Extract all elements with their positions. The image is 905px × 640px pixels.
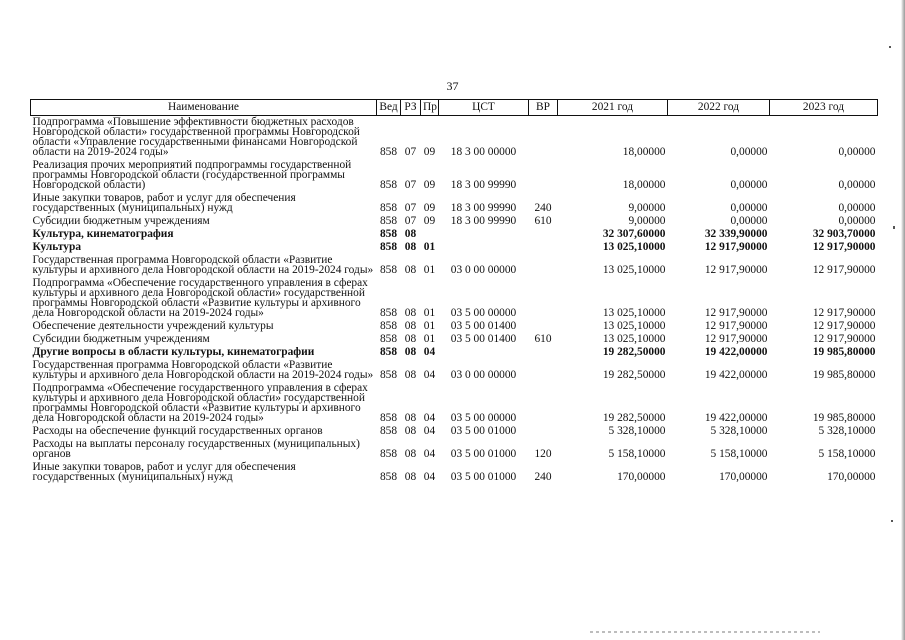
header-pr: Пр <box>421 100 439 116</box>
cell-2023: 19 985,80000 <box>812 369 876 381</box>
scan-edge-shadow <box>901 0 905 640</box>
cell-2021: 19 282,50000 <box>602 369 666 381</box>
cell-2023: 19 985,80000 <box>812 346 876 358</box>
header-rz: РЗ <box>401 100 421 116</box>
cell-name: Субсидии бюджетным учреждениям <box>32 333 210 345</box>
cell-vr <box>529 159 558 192</box>
cell-2022: 0,00000 <box>730 202 768 214</box>
cell-vr: 240 <box>534 202 552 214</box>
table-row <box>31 215 878 228</box>
cell-cst <box>439 346 529 359</box>
cell-name: Иные закупки товаров, работ и услуг для обеспечения государственных (муниципальных) нужд <box>32 192 296 214</box>
table-row <box>31 333 878 346</box>
cell-name: Расходы на выплаты персоналу государственных (муниципальных) органов <box>32 438 360 460</box>
cell-cst: 03 0 00 00000 <box>450 264 517 276</box>
cell-2023: 12 917,90000 <box>812 307 876 319</box>
cell-2021: 19 282,50000 <box>602 346 666 358</box>
cell-name: Расходы на обеспечение функций государственных органов <box>32 425 323 437</box>
cell-name: Другие вопросы в области культуры, кинематографии <box>32 346 315 358</box>
cell-name: Реализация прочих мероприятий подпрограммы государственной программы Новгородской области (государственной программы Новгородской области) <box>32 159 352 191</box>
cell-rz: 08 <box>404 241 417 253</box>
cell-pr: 04 <box>423 425 436 437</box>
cell-rz: 07 <box>404 146 417 158</box>
table-row <box>31 320 878 333</box>
cell-2021: 13 025,10000 <box>602 241 666 253</box>
table-row <box>31 277 878 320</box>
cell-cst: 18 3 00 99990 <box>450 215 517 227</box>
table-row <box>31 461 878 484</box>
cell-pr: 04 <box>423 448 436 460</box>
cell-2021: 5 158,10000 <box>608 448 666 460</box>
header-cst: ЦСТ <box>439 100 529 116</box>
cell-2023: 0,00000 <box>838 179 876 191</box>
cell-2021: 13 025,10000 <box>602 264 666 276</box>
cell-name: Подпрограмма «Обеспечение государственного управления в сферах культуры и архивного дела Новгородской области» государственной программы Новгородской области «Развитие культуры и архивного дела Новгородской области на 2019-2024 годы» <box>32 382 368 424</box>
cell-vr <box>529 228 558 241</box>
cell-ved: 858 <box>379 448 398 460</box>
cell-name: Обеспечение деятельности учреждений культуры <box>32 320 274 332</box>
table-row <box>31 159 878 192</box>
cell-rz: 08 <box>404 448 417 460</box>
cell-pr: 04 <box>423 369 436 381</box>
cell-cst <box>439 228 529 241</box>
table-row <box>31 241 878 254</box>
cell-pr: 01 <box>423 333 436 345</box>
cell-ved: 858 <box>379 179 398 191</box>
cell-pr: 01 <box>423 307 436 319</box>
cell-name: Субсидии бюджетным учреждениям <box>32 215 210 227</box>
cell-2023: 0,00000 <box>838 146 876 158</box>
cell-rz: 08 <box>404 320 417 332</box>
cell-vr <box>529 241 558 254</box>
scan-speck <box>889 46 891 48</box>
cell-name: Государственная программа Новгородской области «Развитие культуры и архивного дела Новгородской области на 2019-2024 годы» <box>32 359 374 381</box>
cell-rz: 08 <box>404 369 417 381</box>
cell-2022: 12 917,90000 <box>704 241 768 253</box>
cell-rz: 08 <box>404 346 417 358</box>
cell-ved: 858 <box>379 369 398 381</box>
cell-cst: 03 5 00 01000 <box>450 471 517 483</box>
cell-name: Иные закупки товаров, работ и услуг для обеспечения государственных (муниципальных) нужд <box>32 461 296 483</box>
cell-2022: 12 917,90000 <box>704 264 768 276</box>
cell-rz: 07 <box>404 215 417 227</box>
cell-2023: 0,00000 <box>838 202 876 214</box>
cell-cst: 03 5 00 01400 <box>450 320 517 332</box>
cell-vr: 120 <box>534 448 552 460</box>
cell-2021: 9,00000 <box>628 202 666 214</box>
cell-ved: 858 <box>379 241 398 253</box>
cell-name: Культура, кинематография <box>32 228 174 240</box>
table-row <box>31 359 878 382</box>
cell-ved: 858 <box>379 346 398 358</box>
cell-pr <box>421 228 439 241</box>
header-ved: Вед <box>377 100 401 116</box>
header-2023: 2023 год <box>770 100 878 116</box>
cell-2023: 12 917,90000 <box>812 333 876 345</box>
cell-name: Подпрограмма «Обеспечение государственного управления в сферах культуры и архивного дела Новгородской области» государственной программы Новгородской области «Развитие культуры и архивного дела Новгородской области на 2019-2024 годы» <box>32 277 368 319</box>
cell-ved: 858 <box>379 333 398 345</box>
cell-2021: 13 025,10000 <box>602 333 666 345</box>
header-name: Наименование <box>31 100 377 116</box>
cell-vr: 240 <box>534 471 552 483</box>
cell-2022: 32 339,90000 <box>704 228 768 240</box>
cell-rz: 08 <box>404 425 417 437</box>
cell-cst: 03 5 00 00000 <box>450 412 517 424</box>
cell-pr: 09 <box>423 179 436 191</box>
table-row <box>31 438 878 461</box>
cell-vr <box>529 359 558 382</box>
cell-rz: 07 <box>404 179 417 191</box>
cell-2023: 5 328,10000 <box>818 425 876 437</box>
cell-2023: 19 985,80000 <box>812 412 876 424</box>
cell-rz: 07 <box>404 202 417 214</box>
cell-pr: 01 <box>423 264 436 276</box>
cell-pr: 04 <box>423 471 436 483</box>
cell-2022: 12 917,90000 <box>704 333 768 345</box>
cell-cst: 03 0 00 00000 <box>450 369 517 381</box>
cell-name: Государственная программа Новгородской области «Развитие культуры и архивного дела Новгородской области на 2019-2024 годы» <box>32 254 374 276</box>
cell-vr <box>529 116 558 160</box>
header-row <box>31 100 878 116</box>
cell-2021: 18,00000 <box>622 146 666 158</box>
cell-name: Подпрограмма «Повышение эффективности бюджетных расходов Новгородской области» государственной программы Новгородской области «Управление государственными финансами Новгородской области на 2019-2024 годы» <box>32 116 360 158</box>
cell-cst: 18 3 00 99990 <box>450 179 517 191</box>
cell-ved: 858 <box>379 215 398 227</box>
cell-ved: 858 <box>379 320 398 332</box>
cell-2021: 13 025,10000 <box>602 320 666 332</box>
cell-rz: 08 <box>404 228 417 240</box>
table-row <box>31 228 878 241</box>
cell-2022: 0,00000 <box>730 215 768 227</box>
cell-name: Культура <box>32 241 82 253</box>
cell-pr: 09 <box>423 215 436 227</box>
scan-speck <box>893 226 895 229</box>
cell-ved: 858 <box>379 228 398 240</box>
cell-vr <box>529 320 558 333</box>
table-row <box>31 192 878 215</box>
header-2022: 2022 год <box>668 100 770 116</box>
cell-vr <box>529 254 558 277</box>
scan-speck <box>891 520 893 522</box>
cell-2023: 12 917,90000 <box>812 264 876 276</box>
cell-vr <box>529 346 558 359</box>
cell-2022: 19 422,00000 <box>704 369 768 381</box>
cell-pr: 01 <box>423 241 436 253</box>
cell-ved: 858 <box>379 307 398 319</box>
cell-ved: 858 <box>379 425 398 437</box>
cell-rz: 08 <box>404 307 417 319</box>
table-row <box>31 116 878 160</box>
cell-2021: 32 307,60000 <box>602 228 666 240</box>
cell-ved: 858 <box>379 264 398 276</box>
cell-rz: 08 <box>404 412 417 424</box>
cell-vr <box>529 382 558 425</box>
cell-rz: 08 <box>404 264 417 276</box>
cell-2021: 13 025,10000 <box>602 307 666 319</box>
cell-cst: 03 5 00 01000 <box>450 425 517 437</box>
cell-pr: 01 <box>423 320 436 332</box>
cell-2023: 32 903,70000 <box>812 228 876 240</box>
cell-2023: 12 917,90000 <box>812 320 876 332</box>
table-header <box>31 100 878 116</box>
budget-table <box>30 99 878 484</box>
table-row <box>31 382 878 425</box>
cell-ved: 858 <box>379 412 398 424</box>
cell-2023: 0,00000 <box>838 215 876 227</box>
cell-pr: 09 <box>423 202 436 214</box>
cell-rz: 08 <box>404 471 417 483</box>
cell-2021: 5 328,10000 <box>608 425 666 437</box>
cell-vr <box>529 277 558 320</box>
cell-cst: 18 3 00 00000 <box>450 146 517 158</box>
cell-ved: 858 <box>379 471 398 483</box>
cell-2021: 19 282,50000 <box>602 412 666 424</box>
cell-cst: 03 5 00 01400 <box>450 333 517 345</box>
scan-noise <box>590 631 820 633</box>
cell-2022: 0,00000 <box>730 179 768 191</box>
cell-2021: 9,00000 <box>628 215 666 227</box>
cell-2022: 5 328,10000 <box>710 425 768 437</box>
cell-rz: 08 <box>404 333 417 345</box>
cell-2022: 19 422,00000 <box>704 346 768 358</box>
table-row <box>31 346 878 359</box>
cell-2023: 12 917,90000 <box>812 241 876 253</box>
cell-2022: 170,00000 <box>719 471 768 483</box>
cell-cst: 03 5 00 01000 <box>450 448 517 460</box>
cell-pr: 04 <box>423 412 436 424</box>
cell-vr: 610 <box>534 215 552 227</box>
cell-2022: 5 158,10000 <box>710 448 768 460</box>
header-vr: ВР <box>529 100 558 116</box>
table-row <box>31 425 878 438</box>
cell-vr <box>529 425 558 438</box>
cell-2023: 170,00000 <box>827 471 876 483</box>
table-body <box>31 116 878 485</box>
cell-2023: 5 158,10000 <box>818 448 876 460</box>
table-row <box>31 254 878 277</box>
cell-cst <box>439 241 529 254</box>
cell-2022: 0,00000 <box>730 146 768 158</box>
header-2021: 2021 год <box>558 100 668 116</box>
cell-cst: 18 3 00 99990 <box>450 202 517 214</box>
page-number: 37 <box>446 79 459 93</box>
cell-vr: 610 <box>534 333 552 345</box>
cell-cst: 03 5 00 00000 <box>450 307 517 319</box>
cell-2022: 12 917,90000 <box>704 320 768 332</box>
cell-pr: 09 <box>423 146 436 158</box>
cell-2022: 19 422,00000 <box>704 412 768 424</box>
cell-ved: 858 <box>379 202 398 214</box>
cell-ved: 858 <box>379 146 398 158</box>
cell-2021: 18,00000 <box>622 179 666 191</box>
cell-2022: 12 917,90000 <box>704 307 768 319</box>
cell-2021: 170,00000 <box>617 471 666 483</box>
cell-pr: 04 <box>423 346 436 358</box>
